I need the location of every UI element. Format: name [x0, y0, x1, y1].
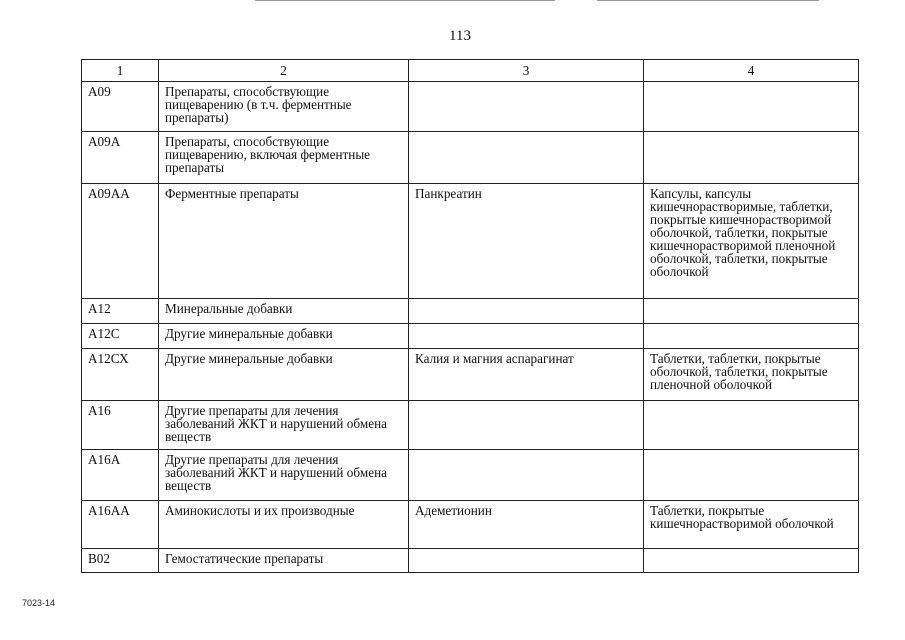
table-row — [82, 450, 859, 501]
atc-code-cell: А16А — [82, 450, 159, 501]
drug-name-cell — [409, 324, 644, 349]
dosage-form-cell — [644, 132, 859, 184]
atc-code-cell: В02 — [82, 549, 159, 573]
group-name-cell: Ферментные препараты — [159, 184, 409, 299]
drug-name-cell — [409, 299, 644, 324]
group-name-cell: Другие минеральные добавки — [159, 324, 409, 349]
group-name-cell: Препараты, способствующие пищеварению, включая ферментные препараты — [159, 132, 409, 184]
drug-name-cell — [409, 401, 644, 450]
dosage-form-cell: Таблетки, покрытые кишечнорастворимой оболочкой — [644, 501, 859, 549]
column-header: 2 — [159, 60, 409, 82]
table-row — [82, 299, 859, 324]
page-number: 113 — [449, 28, 471, 44]
drug-name-cell — [409, 82, 644, 132]
group-name-cell: Гемостатические препараты — [159, 549, 409, 573]
drug-name-cell: Панкреатин — [409, 184, 644, 299]
dosage-form-cell — [644, 82, 859, 132]
table-row — [82, 324, 859, 349]
document-footer-code: 7023-14 — [22, 598, 56, 608]
atc-code-cell: А16 — [82, 401, 159, 450]
dosage-form-cell — [644, 549, 859, 573]
atc-code-cell: А12СХ — [82, 349, 159, 401]
top-edge-line — [255, 0, 555, 1]
dosage-form-cell — [644, 401, 859, 450]
dosage-form-cell: Капсулы, капсулы кишечнорастворимые, таблетки, покрытые кишечнорастворимой оболочкой, таблетки, покрытые кишечнорастворимой пленочной оболочкой, таблетки, покрытые оболочкой — [644, 184, 859, 299]
atc-code-cell: А16АА — [82, 501, 159, 549]
table-row — [82, 82, 859, 132]
dosage-form-cell: Таблетки, таблетки, покрытые оболочкой, таблетки, покрытые пленочной оболочкой — [644, 349, 859, 401]
column-header: 4 — [644, 60, 859, 82]
group-name-cell: Аминокислоты и их производные — [159, 501, 409, 549]
table-row — [82, 501, 859, 549]
drug-name-cell: Калия и магния аспарагинат — [409, 349, 644, 401]
table-row — [82, 549, 859, 573]
table-row — [82, 401, 859, 450]
column-header: 1 — [82, 60, 159, 82]
drug-name-cell — [409, 450, 644, 501]
drug-name-cell: Адеметионин — [409, 501, 644, 549]
table-row — [82, 349, 859, 401]
atc-code-cell: А09 — [82, 82, 159, 132]
drug-name-cell — [409, 132, 644, 184]
drug-classification-table — [81, 59, 859, 573]
table-row — [82, 184, 859, 299]
group-name-cell: Другие препараты для лечения заболеваний ЖКТ и нарушений обмена веществ — [159, 401, 409, 450]
table-row — [82, 132, 859, 184]
top-edge-line — [597, 0, 819, 1]
atc-code-cell: А09А — [82, 132, 159, 184]
dosage-form-cell — [644, 324, 859, 349]
group-name-cell: Минеральные добавки — [159, 299, 409, 324]
dosage-form-cell — [644, 450, 859, 501]
drug-name-cell — [409, 549, 644, 573]
group-name-cell: Препараты, способствующие пищеварению (в т.ч. ферментные препараты) — [159, 82, 409, 132]
atc-code-cell: А12 — [82, 299, 159, 324]
atc-code-cell: А12С — [82, 324, 159, 349]
column-header: 3 — [409, 60, 644, 82]
dosage-form-cell — [644, 299, 859, 324]
table-header-row — [82, 60, 859, 82]
atc-code-cell: А09АА — [82, 184, 159, 299]
group-name-cell: Другие препараты для лечения заболеваний ЖКТ и нарушений обмена веществ — [159, 450, 409, 501]
group-name-cell: Другие минеральные добавки — [159, 349, 409, 401]
